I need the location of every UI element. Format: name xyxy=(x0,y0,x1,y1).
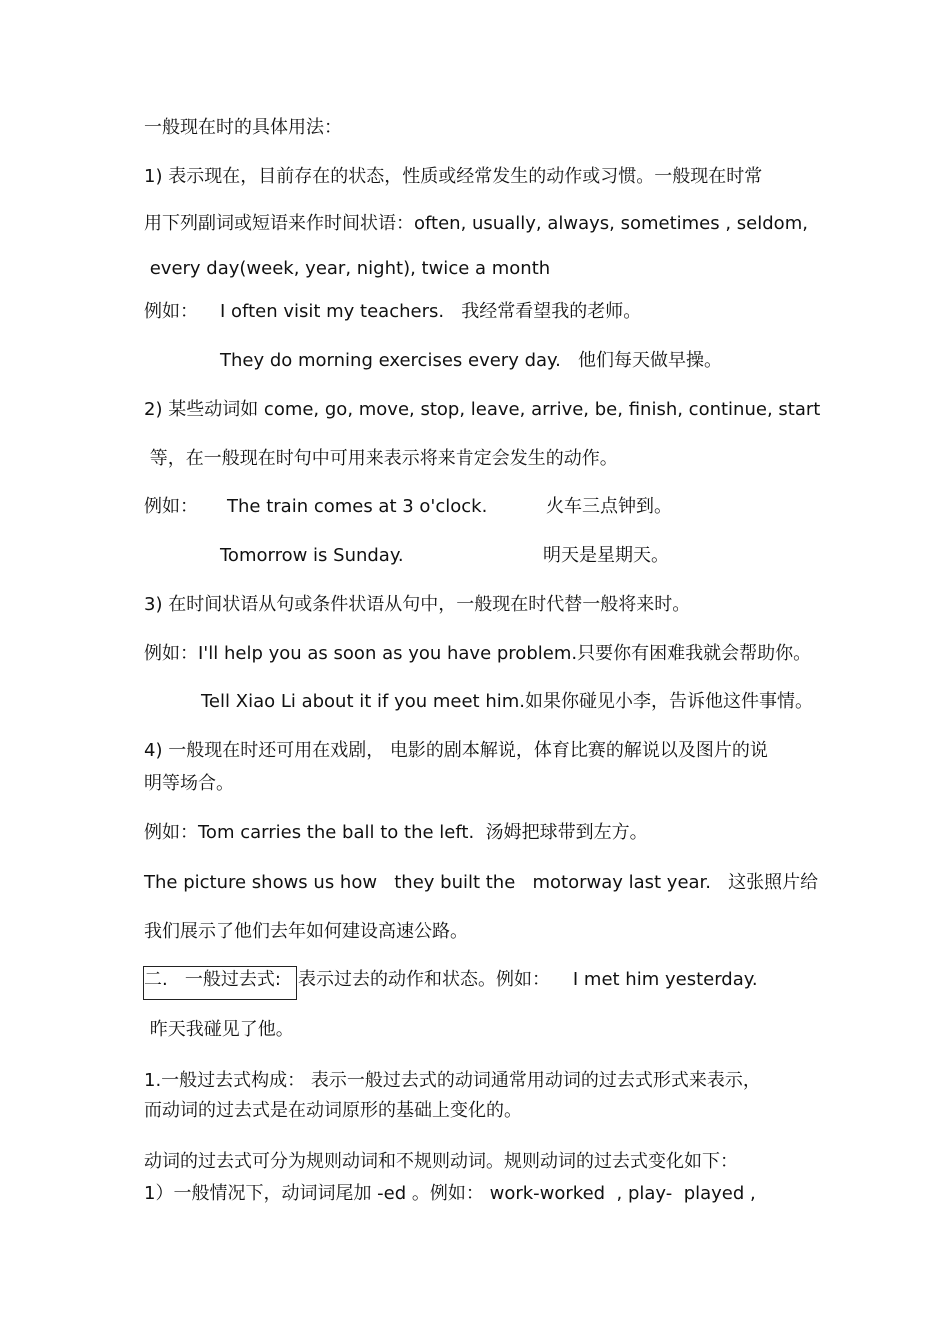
past-tense-example-translation: 昨天我碰见了他。 xyxy=(144,1019,294,1040)
regular-verb-rule: 1）一般情况下，动词词尾加 -ed 。例如： work-worked , play- played , xyxy=(144,1183,756,1204)
section-heading: 一般现在时的具体用法： xyxy=(144,117,342,138)
example-sentence: The train comes at 3 o'clock. xyxy=(227,496,488,517)
example-translation: 明天是星期天。 xyxy=(543,545,669,566)
rule-2-text: 2) 某些动词如 come, go, move, stop, leave, arrive, be, finish, continue, start xyxy=(144,399,821,420)
past-tense-heading: 二. 一般过去式: xyxy=(144,969,281,990)
rule-1-text: 1) 表示现在，目前存在的状态，性质或经常发生的动作或习惯。一般现在时常 xyxy=(144,166,763,187)
rule-3-text: 3) 在时间状语从句或条件状语从句中，一般现在时代替一般将来时。 xyxy=(144,594,691,615)
example-sentence: 例如：Tom carries the ball to the left. 汤姆把球带到左方。 xyxy=(144,822,648,843)
past-tense-formation-cont: 而动词的过去式是在动词原形的基础上变化的。 xyxy=(144,1100,522,1121)
verb-types-text: 动词的过去式可分为规则动词和不规则动词。规则动词的过去式变化如下： xyxy=(144,1151,738,1172)
past-tense-definition: 表示过去的动作和状态。例如： I met him yesterday. xyxy=(298,969,758,990)
example-sentence: The picture shows us how they built the motorway last year. 这张照片给 xyxy=(144,872,819,893)
example-sentence: 例如：I'll help you as soon as you have problem.只要你有困难我就会帮助你。 xyxy=(144,643,812,664)
rule-1-text-cont: 用下列副词或短语来作时间状语：often, usually, always, sometimes , seldom, xyxy=(144,213,808,234)
rule-2-text-cont: 等，在一般现在时句中可用来表示将来肯定会发生的动作。 xyxy=(144,448,618,469)
example-sentence: I often visit my teachers. 我经常看望我的老师。 xyxy=(220,301,642,322)
past-tense-formation: 1.一般过去式构成： 表示一般过去式的动词通常用动词的过去式形式来表示， xyxy=(144,1070,761,1091)
example-sentence-cont: 我们展示了他们去年如何建设高速公路。 xyxy=(144,921,468,942)
rule-1-text-cont: every day(week, year, night), twice a month xyxy=(144,258,551,279)
example-translation: 火车三点钟到。 xyxy=(546,496,672,517)
rule-4-text: 4) 一般现在时还可用在戏剧， 电影的剧本解说，体育比赛的解说以及图片的说 xyxy=(144,740,768,761)
rule-4-text-cont: 明等场合。 xyxy=(144,773,234,794)
example-sentence: Tomorrow is Sunday. xyxy=(220,545,404,566)
example-sentence: Tell Xiao Li about it if you meet him.如果你碰见小李，告诉他这件事情。 xyxy=(201,691,813,712)
example-label: 例如： xyxy=(144,301,198,322)
example-label: 例如： xyxy=(144,496,198,517)
example-sentence: They do morning exercises every day. 他们每天做早操。 xyxy=(220,350,722,371)
